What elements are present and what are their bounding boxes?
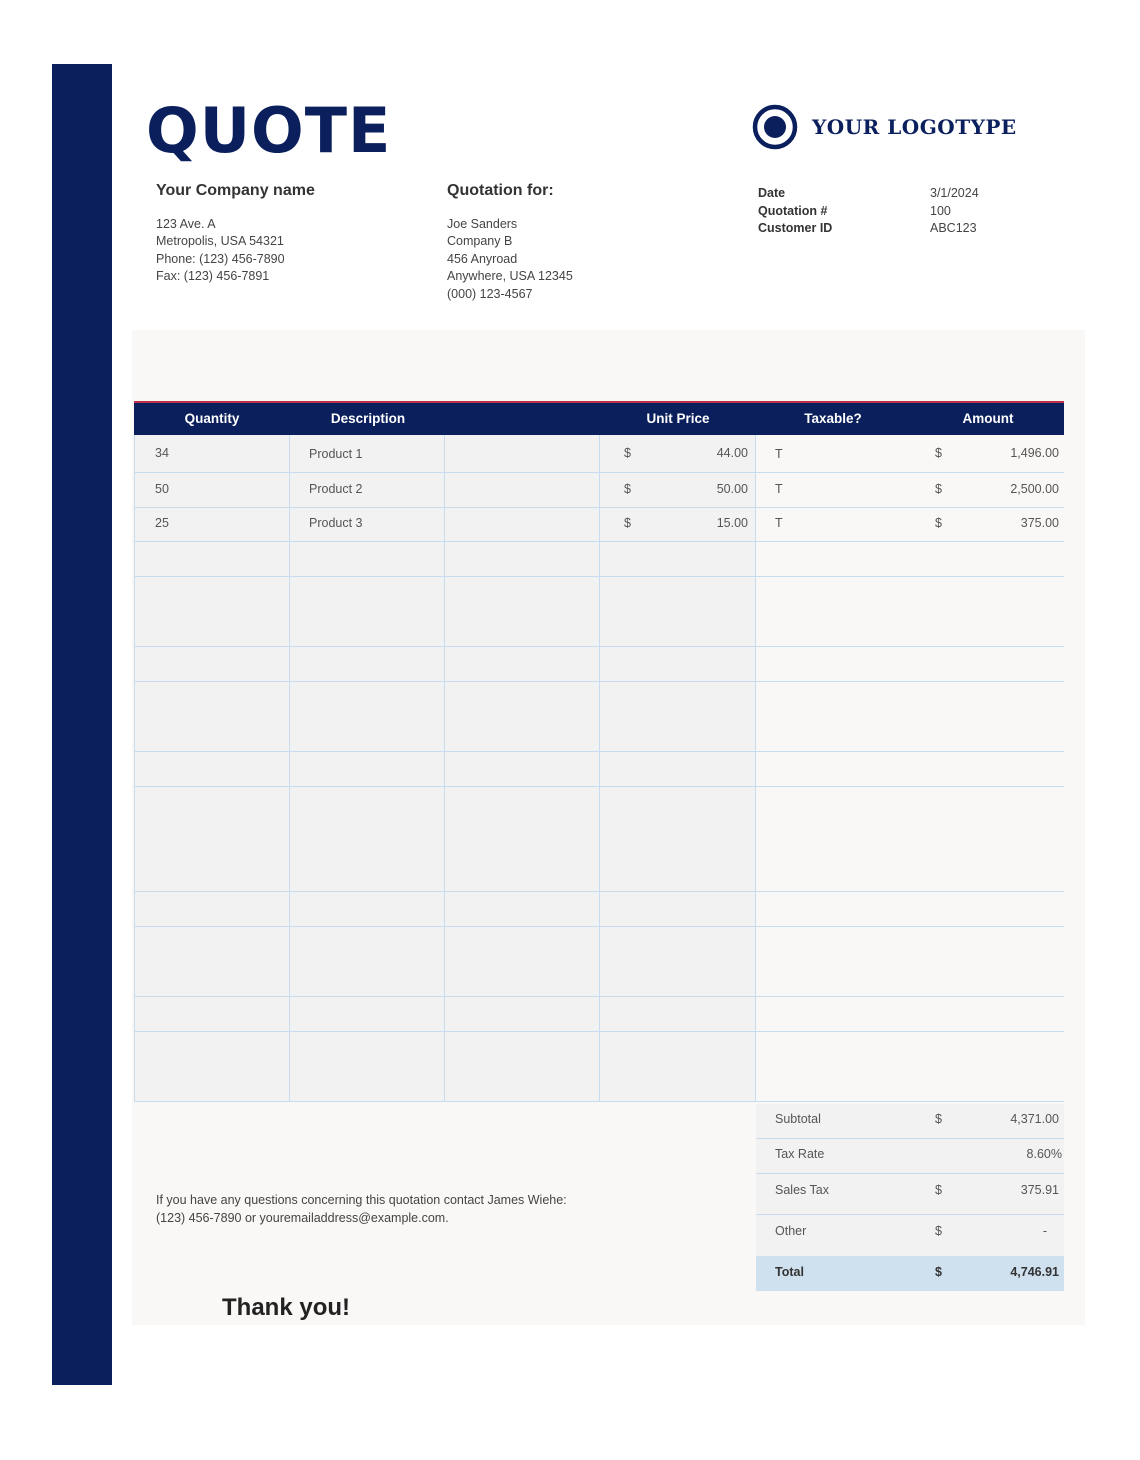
subtotal-value: 4,371.00 xyxy=(1010,1112,1059,1126)
other-currency: $ xyxy=(935,1224,942,1238)
company-address-line2: Metropolis, USA 54321 xyxy=(156,234,284,248)
cell-amount-currency: $ xyxy=(935,446,942,460)
other-value: - xyxy=(1042,1224,1047,1238)
client-block xyxy=(447,182,573,303)
line-items-grid xyxy=(134,434,1064,1102)
header-description: Description xyxy=(330,411,406,426)
customer-id-value: ABC123 xyxy=(930,221,977,235)
cell-quantity: 25 xyxy=(155,516,169,530)
grid-hline xyxy=(134,681,1064,682)
grid-hline xyxy=(134,541,1064,542)
cell-unit-price: 15.00 xyxy=(716,516,748,530)
header-taxable: Taxable? xyxy=(804,411,862,426)
sales-tax-label: Sales Tax xyxy=(775,1183,829,1197)
cell-taxable: T xyxy=(775,447,783,461)
taxable-amount-column-bg xyxy=(755,434,1064,1102)
total-value: 4,746.91 xyxy=(1010,1265,1059,1279)
cell-description: Product 2 xyxy=(309,482,363,496)
grid-hline xyxy=(134,1101,1064,1102)
cell-taxable: T xyxy=(775,516,783,530)
cell-description: Product 1 xyxy=(309,447,363,461)
grid-hline xyxy=(134,786,1064,787)
tax-rate-label: Tax Rate xyxy=(775,1147,825,1161)
quote-number-value: 100 xyxy=(930,203,951,218)
cell-amount: 375.00 xyxy=(1020,516,1059,530)
company-block xyxy=(156,182,315,286)
quote-meta xyxy=(758,185,979,238)
grid-hline xyxy=(134,1031,1064,1032)
table-header xyxy=(134,401,1064,435)
grid-vline xyxy=(134,434,135,1102)
cell-amount-currency: $ xyxy=(935,516,942,530)
totals-divider xyxy=(756,1173,1064,1174)
total-currency: $ xyxy=(935,1265,942,1279)
thank-you-text: Thank you! xyxy=(222,1294,351,1321)
client-address-line2: Anywhere, USA 12345 xyxy=(447,269,573,283)
grid-vline xyxy=(289,434,290,1102)
sidebar-band xyxy=(52,64,112,1385)
contact-note xyxy=(156,1191,616,1227)
totals-divider xyxy=(756,1138,1064,1139)
grid-vline xyxy=(755,434,756,1102)
client-name: Joe Sanders xyxy=(447,216,518,231)
subtotal-label: Subtotal xyxy=(775,1112,821,1126)
company-fax: Fax: (123) 456-7891 xyxy=(156,269,270,283)
customer-id-label: Customer ID xyxy=(758,221,833,235)
date-label: Date xyxy=(758,186,786,200)
company-name: Your Company name xyxy=(156,182,315,199)
grid-vline xyxy=(444,434,445,1102)
grid-hline xyxy=(134,472,1064,473)
cell-amount: 2,500.00 xyxy=(1010,482,1059,496)
cell-unit-price: 44.00 xyxy=(716,446,748,460)
contact-note-line2: (123) 456-7890 or youremailaddress@example.com. xyxy=(156,1211,449,1225)
total-label: Total xyxy=(775,1265,804,1279)
cell-quantity: 34 xyxy=(155,446,169,460)
grid-hline xyxy=(134,891,1064,892)
client-heading: Quotation for: xyxy=(447,182,554,199)
other-label: Other xyxy=(775,1224,807,1238)
date-value: 3/1/2024 xyxy=(930,186,979,200)
logo xyxy=(752,104,1017,150)
grid-hline xyxy=(134,507,1064,508)
header-amount: Amount xyxy=(962,411,1014,426)
tax-rate-value: 8.60% xyxy=(1026,1147,1062,1161)
grid-hline xyxy=(134,751,1064,752)
client-company: Company B xyxy=(447,234,513,248)
circle-target-icon xyxy=(752,104,798,150)
sales-tax-currency: $ xyxy=(935,1183,942,1197)
cell-price-currency: $ xyxy=(624,516,631,530)
grid-hline xyxy=(134,646,1064,647)
grid-hline xyxy=(134,926,1064,927)
cell-unit-price: 50.00 xyxy=(716,482,748,496)
cell-description: Product 3 xyxy=(309,516,363,530)
logo-text: YOUR LOGOTYPE xyxy=(812,115,1017,139)
cell-amount-currency: $ xyxy=(935,482,942,496)
company-phone: Phone: (123) 456-7890 xyxy=(156,251,285,266)
client-address-line1: 456 Anyroad xyxy=(447,251,518,266)
sales-tax-value: 375.91 xyxy=(1020,1183,1059,1197)
grid-hline xyxy=(134,996,1064,997)
cell-quantity: 50 xyxy=(155,482,169,496)
contact-note-line1: If you have any questions concerning this quotation contact James Wiehe: xyxy=(156,1193,567,1207)
totals-divider xyxy=(756,1214,1064,1215)
cell-price-currency: $ xyxy=(624,482,631,496)
cell-price-currency: $ xyxy=(624,446,631,460)
company-address-line1: 123 Ave. A xyxy=(156,216,216,231)
cell-taxable: T xyxy=(775,482,783,496)
grid-vline xyxy=(599,434,600,1102)
client-phone: (000) 123-4567 xyxy=(447,286,533,301)
quote-number-label: Quotation # xyxy=(758,203,828,218)
header-unit-price: Unit Price xyxy=(646,411,710,426)
grid-hline xyxy=(134,576,1064,577)
subtotal-currency: $ xyxy=(935,1112,942,1126)
page-title: QUOTE xyxy=(146,94,392,167)
cell-amount: 1,496.00 xyxy=(1010,446,1059,460)
header-quantity: Quantity xyxy=(184,411,240,426)
